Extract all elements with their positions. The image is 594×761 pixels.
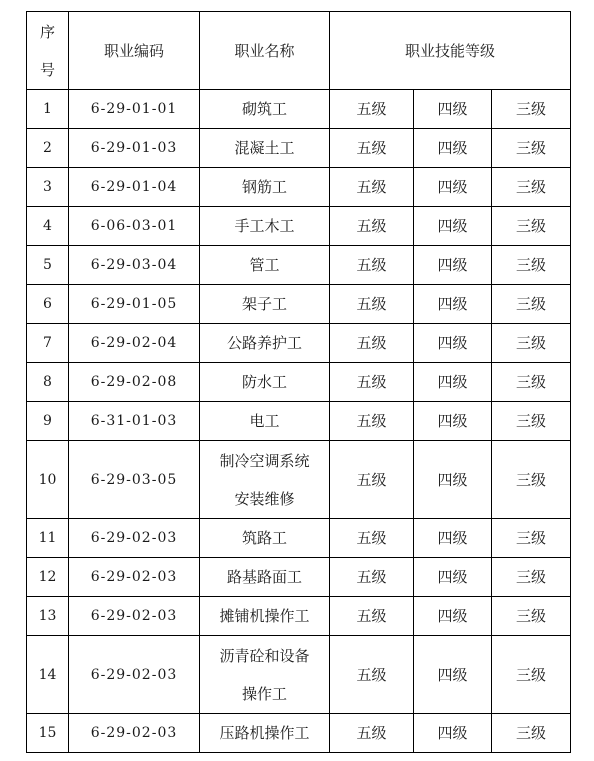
row-seq: 12 [27,558,69,597]
row-name-line1: 路基路面工 [226,568,302,586]
table-row [27,207,571,246]
row-name-line2: 安装维修 [234,489,295,508]
row-seq: 6 [27,285,69,324]
row-seq: 2 [27,129,69,168]
row-name [200,129,330,168]
row-code: 6-29-02-03 [69,558,200,597]
row-code: 6-29-02-04 [69,324,200,363]
row-level-3: 三级 [492,597,571,636]
row-level-5: 五级 [330,636,414,714]
row-code: 6-29-03-04 [69,246,200,285]
row-code: 6-31-01-03 [69,402,200,441]
row-code: 6-29-01-05 [69,285,200,324]
row-seq: 13 [27,597,69,636]
row-name [200,441,330,519]
row-name-line1: 手工木工 [234,217,295,235]
row-level-5: 五级 [330,324,414,363]
row-level-3: 三级 [492,129,571,168]
row-level-4: 四级 [414,636,492,714]
header-seq-line1: 序 [39,22,55,41]
row-level-3: 三级 [492,90,571,129]
row-level-4: 四级 [414,402,492,441]
row-name [200,207,330,246]
row-level-3: 三级 [492,519,571,558]
row-name [200,402,330,441]
table-row [27,168,571,207]
row-name [200,597,330,636]
row-level-4: 四级 [414,363,492,402]
row-name-line1: 管工 [249,256,280,274]
table-row [27,363,571,402]
row-name [200,285,330,324]
row-level-4: 四级 [414,207,492,246]
row-level-5: 五级 [330,129,414,168]
row-name-line1: 混凝土工 [234,139,295,157]
row-code: 6-06-03-01 [69,207,200,246]
row-level-3: 三级 [492,636,571,714]
row-name-line1: 钢筋工 [241,178,287,196]
row-level-3: 三级 [492,207,571,246]
row-seq: 11 [27,519,69,558]
row-level-3: 三级 [492,714,571,753]
row-level-5: 五级 [330,402,414,441]
row-seq: 9 [27,402,69,441]
header-code: 职业编码 [69,12,200,90]
row-level-3: 三级 [492,441,571,519]
row-name-line1: 架子工 [241,295,287,313]
row-level-5: 五级 [330,168,414,207]
row-seq: 15 [27,714,69,753]
header-seq-line2: 号 [39,60,55,79]
table-row [27,441,571,519]
row-level-4: 四级 [414,324,492,363]
row-level-5: 五级 [330,558,414,597]
table-row [27,519,571,558]
row-name-line1: 制冷空调系统 [219,451,310,470]
row-level-4: 四级 [414,246,492,285]
row-level-5: 五级 [330,597,414,636]
row-name-line1: 压路机操作工 [219,724,310,742]
row-level-4: 四级 [414,714,492,753]
row-name-line1: 筑路工 [241,529,287,547]
row-level-3: 三级 [492,558,571,597]
row-name-line1: 公路养护工 [226,334,302,352]
row-code: 6-29-01-01 [69,90,200,129]
table-row [27,636,571,714]
table-row [27,597,571,636]
row-level-3: 三级 [492,246,571,285]
row-level-5: 五级 [330,519,414,558]
row-level-5: 五级 [330,285,414,324]
header-seq [27,12,69,90]
row-seq: 5 [27,246,69,285]
row-name [200,519,330,558]
row-name-line1: 砌筑工 [241,100,287,118]
table-row [27,324,571,363]
row-name [200,246,330,285]
row-level-3: 三级 [492,168,571,207]
row-name [200,363,330,402]
row-code: 6-29-01-04 [69,168,200,207]
row-code: 6-29-02-03 [69,519,200,558]
row-level-5: 五级 [330,441,414,519]
row-seq: 10 [27,441,69,519]
table-header-row [27,12,571,90]
row-level-4: 四级 [414,285,492,324]
row-seq: 14 [27,636,69,714]
row-name-line2: 操作工 [241,684,287,703]
row-name [200,90,330,129]
table-row [27,402,571,441]
row-level-5: 五级 [330,246,414,285]
row-seq: 4 [27,207,69,246]
row-name [200,324,330,363]
row-name [200,636,330,714]
row-level-4: 四级 [414,168,492,207]
row-level-4: 四级 [414,597,492,636]
table-row [27,285,571,324]
row-name-line1: 防水工 [241,373,287,391]
row-level-5: 五级 [330,90,414,129]
row-seq: 7 [27,324,69,363]
row-level-3: 三级 [492,285,571,324]
row-name [200,168,330,207]
table-row [27,246,571,285]
row-code: 6-29-01-03 [69,129,200,168]
row-level-3: 三级 [492,363,571,402]
row-level-4: 四级 [414,558,492,597]
row-level-5: 五级 [330,207,414,246]
row-level-5: 五级 [330,363,414,402]
row-seq: 3 [27,168,69,207]
row-level-4: 四级 [414,90,492,129]
row-name-line1: 电工 [249,412,280,430]
row-seq: 8 [27,363,69,402]
table-body [27,90,571,753]
row-level-4: 四级 [414,441,492,519]
row-code: 6-29-02-03 [69,636,200,714]
row-name [200,714,330,753]
header-name: 职业名称 [200,12,330,90]
row-name-line1: 沥青砼和设备 [219,646,310,665]
row-level-4: 四级 [414,129,492,168]
row-level-5: 五级 [330,714,414,753]
occupation-table [26,11,571,753]
table-row [27,714,571,753]
row-code: 6-29-02-03 [69,597,200,636]
row-code: 6-29-02-03 [69,714,200,753]
row-level-4: 四级 [414,519,492,558]
table-row [27,129,571,168]
row-level-3: 三级 [492,324,571,363]
table-row [27,558,571,597]
row-code: 6-29-02-08 [69,363,200,402]
row-name-line1: 摊铺机操作工 [219,607,310,625]
row-level-3: 三级 [492,402,571,441]
table-row [27,90,571,129]
row-code: 6-29-03-05 [69,441,200,519]
header-levels: 职业技能等级 [330,12,571,90]
row-name [200,558,330,597]
row-seq: 1 [27,90,69,129]
